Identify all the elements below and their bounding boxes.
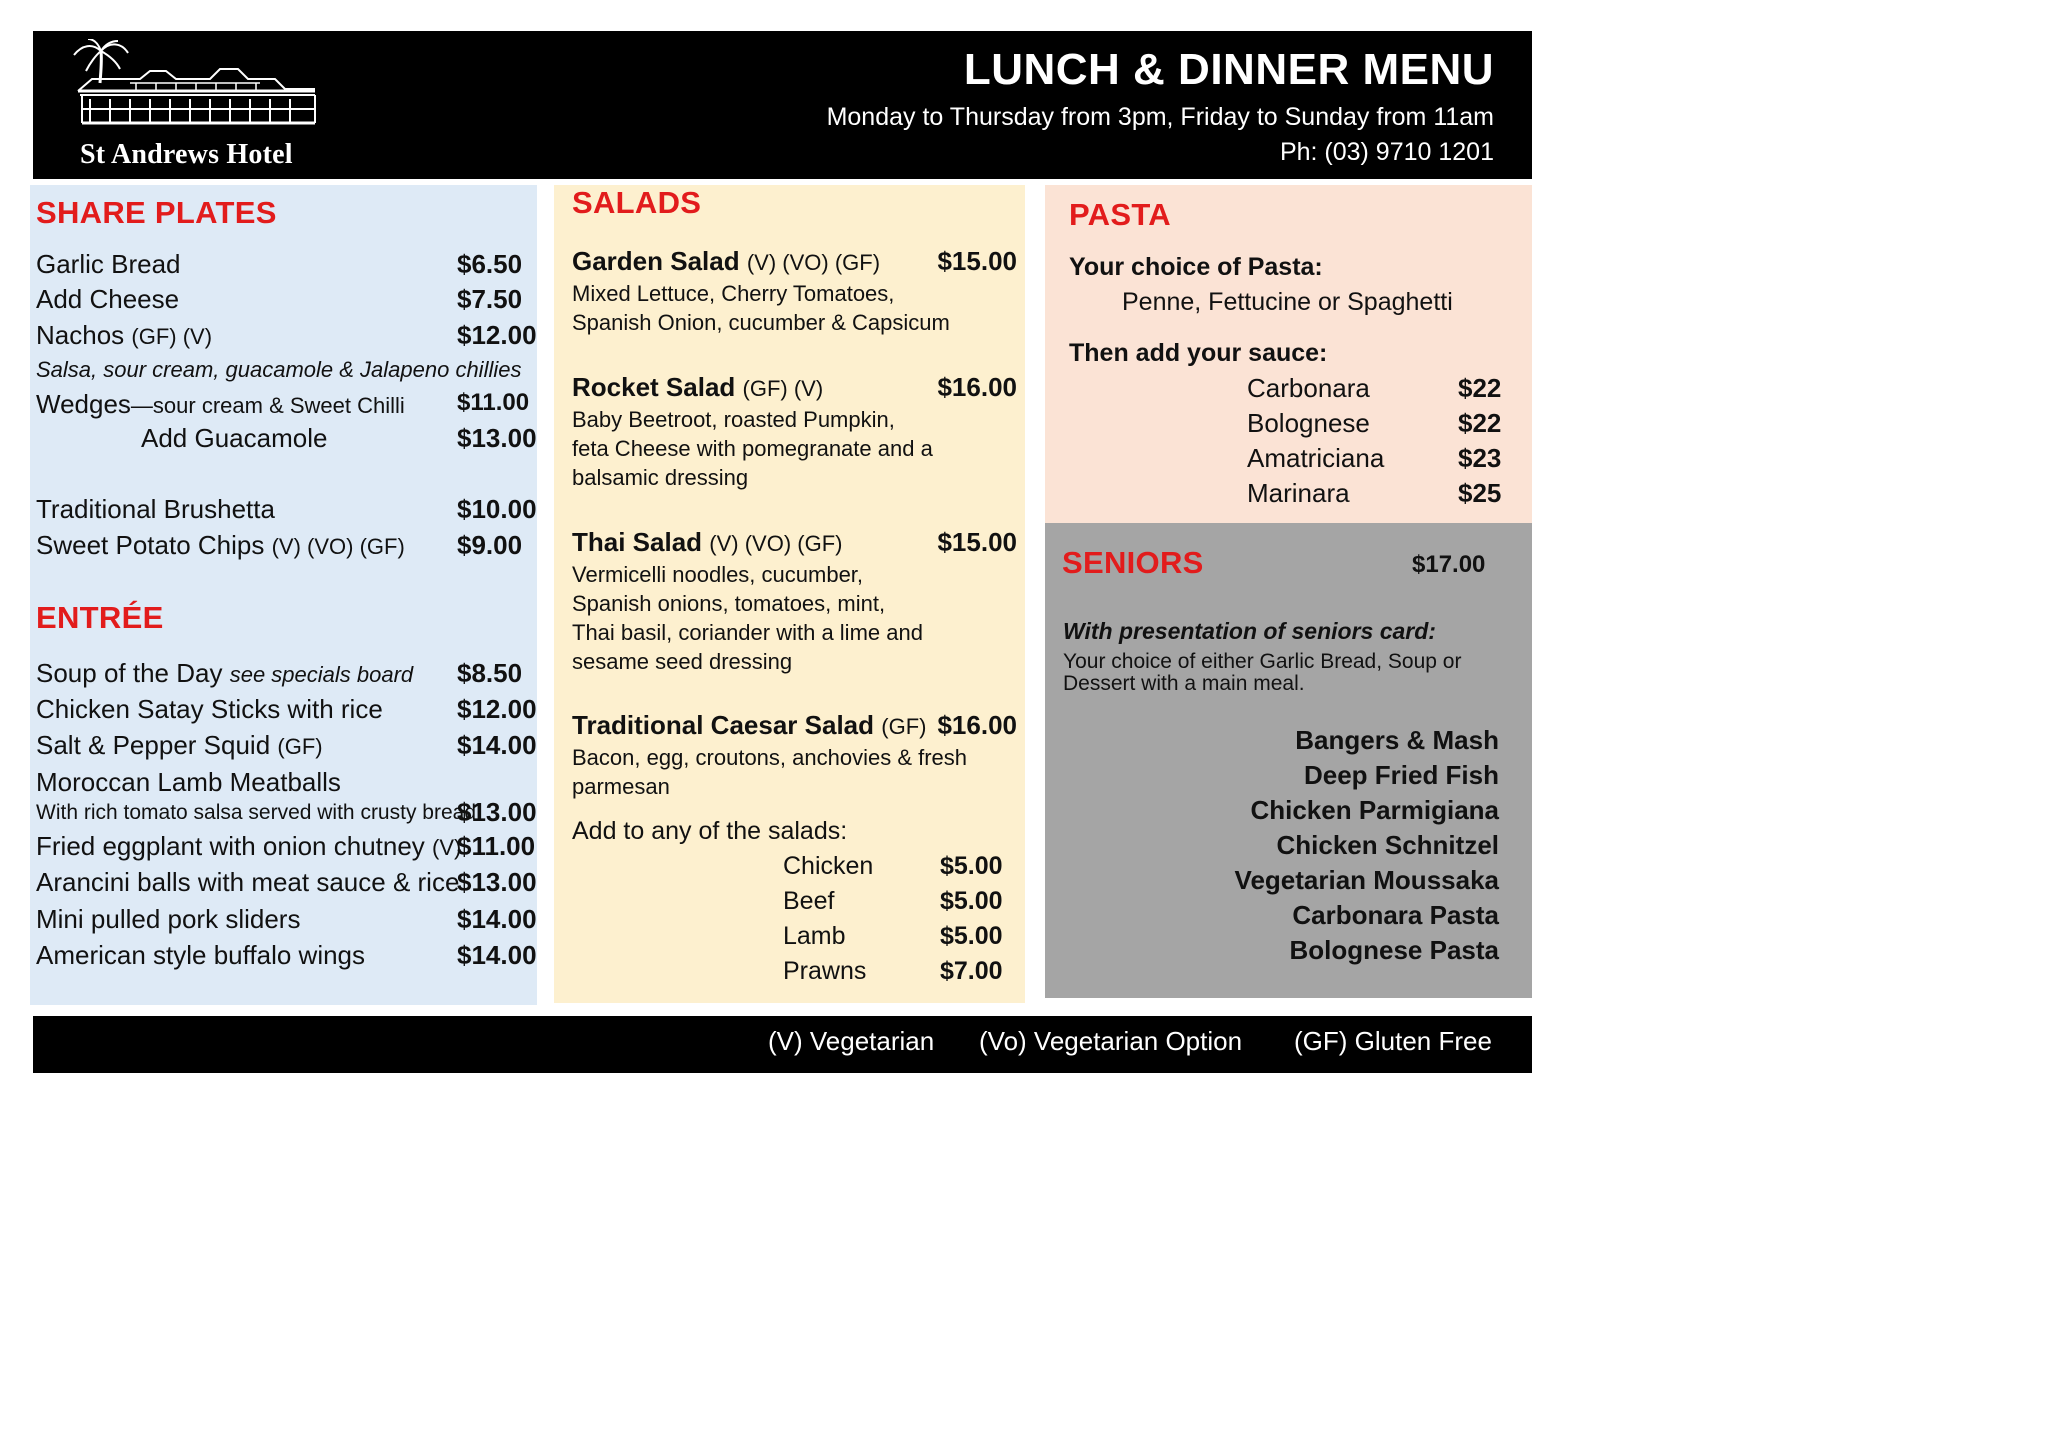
addon-name: Beef (783, 887, 835, 915)
item-price: $9.00 (457, 530, 523, 560)
salad-name: Thai Salad (572, 527, 703, 557)
seniors-price: $17.00 (1412, 551, 1486, 578)
salad-name: Garden Salad (572, 246, 740, 276)
pasta-title: PASTA (1069, 197, 1171, 232)
seniors-meal: Bangers & Mash (1295, 725, 1499, 755)
item-name-group (36, 658, 413, 689)
item-name: Arancini balls with meat sauce & rice (36, 867, 460, 897)
legend-gluten-free: (GF) Gluten Free (1294, 1026, 1492, 1056)
item-price: $12.00 (457, 320, 537, 350)
item-name: Mini pulled pork sliders (36, 904, 301, 934)
salad-desc-line: Vermicelli noodles, cucumber, (572, 562, 864, 587)
opening-hours: Monday to Thursday from 3pm, Friday to Sunday from 11am (826, 103, 1494, 131)
sauce-price: $22 (1458, 373, 1502, 403)
item-name-group (36, 389, 405, 420)
menu-title: LUNCH & DINNER MENU (963, 45, 1494, 94)
salad-desc-line: balsamic dressing (572, 465, 749, 490)
sauce-name: Bolognese (1247, 408, 1370, 438)
pasta-sauce-heading: Then add your sauce: (1069, 339, 1328, 367)
salad-tags: (GF) (881, 714, 927, 739)
seniors-meal: Vegetarian Moussaka (1234, 865, 1499, 895)
logo-text: St Andrews Hotel (80, 139, 293, 170)
item-price: $6.50 (457, 249, 523, 279)
item-tags: (V) (432, 835, 462, 860)
menu-item (30, 797, 537, 831)
item-name-group (36, 831, 461, 862)
salad-desc-line: Thai basil, coriander with a lime and (572, 620, 923, 645)
menu-item (30, 389, 537, 423)
seniors-meal: Chicken Parmigiana (1250, 795, 1499, 825)
salad-description (572, 279, 1017, 337)
addon-price: $5.00 (940, 922, 1003, 950)
item-name: Moroccan Lamb Meatballs (36, 767, 341, 797)
hotel-logo (70, 39, 332, 171)
menu-item (30, 767, 537, 801)
menu-item (30, 658, 537, 692)
menu-item (30, 284, 537, 318)
addon-price: $7.00 (940, 957, 1003, 985)
item-price: $13.00 (457, 423, 537, 453)
addon-name: Prawns (783, 957, 867, 985)
item-price: $11.00 (457, 389, 530, 416)
salad-item (572, 527, 1017, 676)
item-description: With rich tomato salsa served with crusty bread (36, 801, 476, 824)
sauce-name: Carbonara (1247, 373, 1370, 403)
salad-addon-title: Add to any of the salads: (572, 817, 848, 845)
share-plates-title: SHARE PLATES (36, 195, 277, 230)
menu-item (30, 530, 537, 564)
dietary-legend-bar (33, 1016, 1532, 1073)
salad-item (572, 710, 1017, 801)
menu-item (30, 694, 537, 728)
item-price: $7.50 (457, 284, 523, 314)
menu-item (30, 320, 537, 354)
seniors-meal: Bolognese Pasta (1289, 935, 1499, 965)
salad-description (572, 560, 1017, 676)
menu-item (30, 249, 537, 283)
salad-price: $15.00 (937, 246, 1017, 276)
item-note: see specials board (229, 662, 414, 687)
menu-item (30, 423, 537, 457)
salad-desc-line: Spanish Onion, cucumber & Capsicum (572, 310, 950, 335)
menu-item (30, 867, 537, 901)
item-tags: (V) (VO) (GF) (271, 534, 405, 559)
item-price: $13.00 (457, 797, 537, 827)
addon-name: Chicken (783, 852, 874, 880)
sauce-price: $23 (1458, 443, 1502, 473)
salad-desc-line: Bacon, egg, croutons, anchovies & fresh (572, 745, 968, 770)
salad-desc-line: Mixed Lettuce, Cherry Tomatoes, (572, 281, 895, 306)
item-price: $12.00 (457, 694, 537, 724)
salad-price: $16.00 (937, 372, 1017, 402)
legend-vegetarian-option: (Vo) Vegetarian Option (979, 1026, 1243, 1056)
item-name: Nachos (36, 320, 125, 350)
seniors-subtitle: With presentation of seniors card: (1063, 618, 1436, 644)
item-price: $14.00 (457, 940, 537, 970)
sauce-price: $25 (1458, 478, 1502, 508)
sauce-price: $22 (1458, 408, 1502, 438)
item-description: Salsa, sour cream, guacamole & Jalapeno chillies (36, 357, 522, 382)
seniors-title: SENIORS (1062, 545, 1204, 580)
salad-description (572, 743, 1017, 801)
salad-item (572, 246, 1017, 337)
seniors-meal: Carbonara Pasta (1292, 900, 1499, 930)
item-name: Add Cheese (36, 284, 180, 314)
item-tags: (GF) (V) (131, 324, 213, 349)
header-bar (33, 31, 1532, 179)
addon-price: $5.00 (940, 852, 1003, 880)
item-name-group (36, 730, 323, 761)
sauce-name: Marinara (1247, 478, 1350, 508)
seniors-meal: Chicken Schnitzel (1276, 830, 1499, 860)
item-extra: —sour cream & Sweet Chilli (130, 393, 405, 418)
item-name: Fried eggplant with onion chutney (36, 831, 425, 861)
entree-title: ENTRÉE (36, 600, 164, 635)
menu-item (30, 904, 537, 938)
salads-panel (554, 185, 1025, 1003)
seniors-panel (1045, 523, 1532, 998)
salad-description (572, 405, 1017, 492)
item-name: Sweet Potato Chips (36, 530, 265, 560)
menu-item (30, 831, 537, 865)
salad-price: $15.00 (937, 527, 1017, 557)
salad-tags: (GF) (V) (742, 376, 824, 401)
item-name: Soup of the Day (36, 658, 223, 688)
seniors-description: Your choice of either Garlic Bread, Soup or Dessert with a main meal. (1063, 650, 1462, 695)
salad-name: Rocket Salad (572, 372, 736, 402)
item-name: Garlic Bread (36, 249, 181, 279)
pasta-choice-heading: Your choice of Pasta: (1069, 253, 1323, 281)
item-name-group (36, 320, 212, 351)
item-price: $14.00 (457, 904, 537, 934)
item-name: Wedges (36, 389, 131, 419)
share-plates-panel (30, 185, 537, 1005)
menu-item (30, 940, 537, 974)
menu-item (30, 494, 537, 528)
salad-desc-line: Spanish onions, tomatoes, mint, (572, 591, 886, 616)
item-price: $8.50 (457, 658, 523, 688)
item-price: $13.00 (457, 867, 537, 897)
salad-price: $16.00 (937, 710, 1017, 740)
salad-tags: (V) (VO) (GF) (709, 531, 843, 556)
salad-name: Traditional Caesar Salad (572, 710, 875, 740)
item-name-group (36, 530, 405, 561)
legend-vegetarian: (V) Vegetarian (768, 1026, 935, 1056)
item-name: Add Guacamole (141, 423, 328, 453)
salads-title: SALADS (572, 185, 702, 220)
salad-desc-line: parmesan (572, 774, 670, 799)
palm-hotel-icon (70, 39, 332, 139)
item-price: $11.00 (457, 831, 536, 861)
item-tags: (GF) (277, 734, 323, 759)
salad-item (572, 372, 1017, 492)
menu-item (30, 730, 537, 764)
salad-desc-line: sesame seed dressing (572, 649, 793, 674)
addon-price: $5.00 (940, 887, 1003, 915)
pasta-choices: Penne, Fettucine or Spaghetti (1122, 288, 1453, 316)
sauce-name: Amatriciana (1247, 443, 1385, 473)
seniors-meal: Deep Fried Fish (1303, 760, 1499, 790)
item-price: $10.00 (457, 494, 537, 524)
salad-desc-line: Baby Beetroot, roasted Pumpkin, (572, 407, 895, 432)
item-name: Salt & Pepper Squid (36, 730, 271, 760)
item-name: Chicken Satay Sticks with rice (36, 694, 383, 724)
phone-number: Ph: (03) 9710 1201 (1279, 138, 1494, 166)
salad-tags: (V) (VO) (GF) (746, 250, 881, 275)
item-price: $14.00 (457, 730, 537, 760)
pasta-panel (1045, 185, 1532, 523)
item-name: American style buffalo wings (36, 940, 366, 970)
item-name: Traditional Brushetta (36, 494, 275, 524)
salad-desc-line: feta Cheese with pomegranate and a (572, 436, 933, 461)
addon-name: Lamb (783, 922, 846, 950)
